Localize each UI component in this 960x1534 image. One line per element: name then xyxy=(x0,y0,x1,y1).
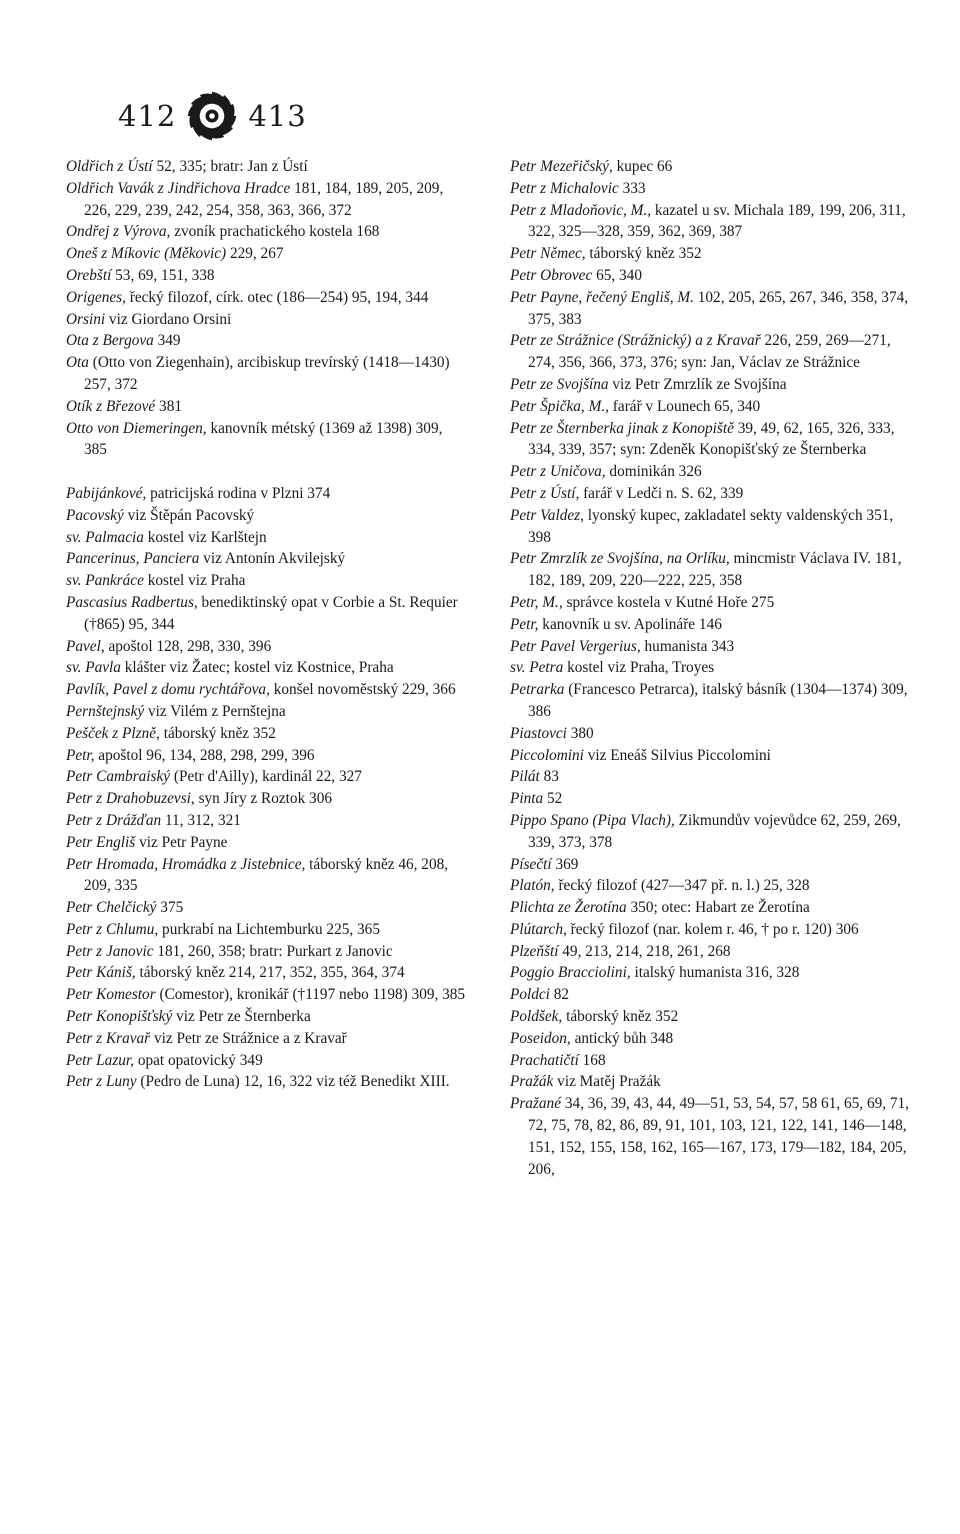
entry-name: Petr, xyxy=(510,615,539,633)
entry-name: Petr ze Šternberka jinak z Konopiště xyxy=(510,419,734,437)
index-entry xyxy=(66,418,466,462)
index-entry xyxy=(510,919,910,941)
entry-name: Petr z Mladoňovic, M., xyxy=(510,201,652,219)
index-entry xyxy=(66,592,466,636)
entry-name: Piccolomini xyxy=(510,746,584,764)
index-entry xyxy=(66,745,466,767)
entry-refs: kupec 66 xyxy=(612,158,673,175)
entry-name: Petr ze Strážnice (Strážnický) a z Kravař xyxy=(510,332,761,350)
index-entry xyxy=(66,287,466,309)
entry-name: Petr Komestor xyxy=(66,986,156,1004)
index-entry xyxy=(66,505,466,527)
entry-refs: (Otto von Ziegenhain), arcibiskup trevírský (1418—1430) 257, 372 xyxy=(84,354,450,393)
index-entry xyxy=(510,200,910,244)
index-entry xyxy=(66,723,466,745)
entry-name: Petr Mezeřičský, xyxy=(510,158,613,175)
entry-refs: kanovník métský (1369 až 1398) 309, 385 xyxy=(84,419,443,459)
index-entry xyxy=(66,1071,466,1093)
index-entry xyxy=(66,178,466,222)
index-entry xyxy=(66,854,466,898)
entry-name: Pancerinus, Panciera xyxy=(66,550,200,568)
entry-refs: 333 xyxy=(618,179,646,197)
entry-refs: táborský kněz 352 xyxy=(585,245,702,263)
index-entry xyxy=(510,330,910,374)
index-entry xyxy=(510,1093,910,1180)
entry-refs: 49, 213, 214, 218, 261, 268 xyxy=(558,942,731,960)
entry-refs: apoštol 128, 298, 330, 396 xyxy=(104,637,272,655)
entry-name: Poggio Bracciolini, xyxy=(510,964,631,982)
entry-refs: (Pedro de Luna) 12, 16, 322 viz též Benedikt XIII. xyxy=(136,1073,450,1091)
entry-refs: mincmistr Václava IV. 181, 182, 189, 209, 220—222, 225, 358 xyxy=(528,550,902,590)
entry-name: Petr Pavel Vergerius, xyxy=(510,637,641,655)
entry-name: Petr Konopišťský xyxy=(66,1008,173,1026)
index-entry xyxy=(66,788,466,810)
index-entry xyxy=(66,657,466,679)
entry-name: Prachatičtí xyxy=(510,1051,579,1069)
entry-name: Oneš z Míkovic (Měkovic) xyxy=(66,245,227,263)
entry-name: Poseidon, xyxy=(510,1029,571,1047)
entry-name: Pavlík, Pavel z domu rychtářova, xyxy=(66,681,270,699)
index-entry xyxy=(510,1028,910,1050)
entry-refs: (Francesco Petrarca), italský básník (1304—1374) 309, 386 xyxy=(528,681,908,720)
entry-name: Poldci xyxy=(510,986,550,1004)
index-entry xyxy=(510,897,910,919)
entry-name: sv. Petra xyxy=(510,659,564,677)
entry-refs: 226, 259, 269—271, 274, 356, 366, 373, 376; syn: Jan, Václav ze Strážnice xyxy=(528,332,891,372)
entry-name: Origenes, xyxy=(66,288,126,306)
entry-name: Petr z Janovic xyxy=(66,942,154,960)
entry-refs: 181, 184, 189, 205, 209, 226, 229, 239, 242, 254, 358, 363, 366, 372 xyxy=(84,179,444,219)
index-entry xyxy=(510,766,910,788)
index-entry xyxy=(66,941,466,963)
entry-name: sv. Pavla xyxy=(66,659,121,677)
index-entry xyxy=(510,548,910,592)
entry-refs: 52 xyxy=(543,790,563,808)
index-entry xyxy=(66,1028,466,1050)
entry-name: Pešček z Plzně, xyxy=(66,724,160,742)
entry-name: Petr Engliš xyxy=(66,833,136,851)
entry-name: Petr Hromada, Hromádka z Jistebnice, xyxy=(66,855,306,873)
page-number-right: 413 xyxy=(248,99,307,133)
index-entry xyxy=(66,897,466,919)
entry-name: Petr z Chlumu, xyxy=(66,920,159,938)
entry-name: Petr z Luny xyxy=(66,1073,137,1091)
entry-refs: konšel novoměstský 229, 366 xyxy=(269,681,456,699)
entry-refs: 82 xyxy=(549,986,570,1004)
entry-name: Pinta xyxy=(510,790,544,808)
index-entry xyxy=(510,1050,910,1072)
entry-refs: 83 xyxy=(539,768,559,786)
spiral-ornament-icon xyxy=(184,88,240,144)
entry-refs: benediktinský opat v Corbie a St. Requier (†865) 95, 344 xyxy=(84,593,458,633)
index-entry xyxy=(510,788,910,810)
entry-name: Orebští xyxy=(66,266,112,284)
entry-name: Petr Obrovec xyxy=(510,266,593,284)
index-entry xyxy=(510,287,910,331)
index-entry xyxy=(510,396,910,418)
index-entry xyxy=(66,919,466,941)
entry-name: Plichta ze Žerotína xyxy=(510,899,627,917)
index-entry xyxy=(66,483,466,505)
entry-name: Platón, xyxy=(510,877,555,895)
index-entry xyxy=(510,679,910,723)
entry-refs: 229, 267 xyxy=(226,245,284,263)
entry-refs: viz Vilém z Pernštejna xyxy=(144,702,286,720)
entry-refs: 349 xyxy=(153,332,181,350)
entry-name: Otík z Březové xyxy=(66,397,156,415)
index-entry xyxy=(510,483,910,505)
entry-name: Plzeňští xyxy=(510,942,559,960)
index-entry xyxy=(510,418,910,462)
index-entry xyxy=(510,854,910,876)
entry-name: Oldřich Vavák z Jindřichova Hradce xyxy=(66,179,291,197)
entry-refs: kazatel u sv. Michala 189, 199, 206, 311, 322, 325—328, 359, 362, 369, 387 xyxy=(528,201,906,241)
page-header xyxy=(118,86,307,146)
index-entry xyxy=(510,962,910,984)
entry-refs: táborský kněz 352 xyxy=(159,724,276,742)
entry-refs: 65, 340 xyxy=(592,266,642,284)
entry-refs: viz Štěpán Pacovský xyxy=(123,506,255,524)
entry-name: Pabijánkové, xyxy=(66,484,147,502)
entry-refs: 375 xyxy=(156,899,184,917)
section-gap xyxy=(66,461,466,483)
entry-name: Petr, xyxy=(66,746,95,764)
index-entry xyxy=(510,592,910,614)
index-entry xyxy=(66,1050,466,1072)
entry-refs: italský humanista 316, 328 xyxy=(630,964,800,982)
entry-refs: 168 xyxy=(578,1051,606,1069)
entry-refs: 52, 335; bratr: Jan z Ústí xyxy=(152,158,308,175)
index-entry xyxy=(66,527,466,549)
page-number-left: 412 xyxy=(118,99,177,133)
entry-refs: apoštol 96, 134, 288, 298, 299, 396 xyxy=(94,746,315,764)
entry-name: Petr z Michalovic xyxy=(510,179,619,197)
entry-refs: 53, 69, 151, 338 xyxy=(111,266,215,284)
entry-refs: 34, 36, 39, 43, 44, 49—51, 53, 54, 57, 58 61, 65, 69, 71, 72, 75, 78, 82, 86, 89, 91, 101, 103, 121, 122, 141, 146—148, 151, 152, 155, 158, 162, 165—167, 173, 179—182, 184, 205, 206, xyxy=(528,1095,910,1178)
entry-name: Piastovci xyxy=(510,724,567,742)
entry-refs: řecký filozof, círk. otec (186—254) 95, 194, 344 xyxy=(125,288,429,306)
entry-refs: 181, 260, 358; bratr: Purkart z Janovic xyxy=(153,942,393,960)
entry-refs: 380 xyxy=(566,724,594,742)
index-entry xyxy=(66,832,466,854)
index-entry xyxy=(66,265,466,287)
entry-name: Otto von Diemeringen, xyxy=(66,419,207,437)
index-entry xyxy=(66,1006,466,1028)
entry-name: Pavel, xyxy=(66,637,105,655)
entry-refs: 350; otec: Habart ze Žerotína xyxy=(626,899,810,917)
entry-name: Petr, M., xyxy=(510,593,563,611)
entry-name: Pilát xyxy=(510,768,540,786)
index-entry xyxy=(510,1071,910,1093)
index-entry xyxy=(66,330,466,352)
entry-name: Orsini xyxy=(66,310,106,328)
index-entry xyxy=(510,745,910,767)
index-entry xyxy=(510,265,910,287)
entry-refs: kostel viz Praha xyxy=(143,572,246,590)
entry-refs: viz Eneáš Silvius Piccolomini xyxy=(583,746,771,764)
entry-refs: dominikán 326 xyxy=(605,463,702,481)
index-entry xyxy=(510,614,910,636)
entry-refs: (Petr d'Ailly), kardinál 22, 327 xyxy=(170,768,362,786)
entry-refs: klášter viz Žatec; kostel viz Kostnice, Praha xyxy=(120,659,394,677)
index-entry xyxy=(510,984,910,1006)
entry-refs: purkrabí na Lichtemburku 225, 365 xyxy=(158,920,380,938)
index-entry xyxy=(510,875,910,897)
entry-refs: 102, 205, 265, 267, 346, 358, 374, 375, 383 xyxy=(528,288,909,328)
entry-name: Ota z Bergova xyxy=(66,332,154,350)
entry-name: Ota xyxy=(66,354,89,372)
entry-name: Pražák xyxy=(510,1073,554,1091)
entry-name: Pascasius Radbertus, xyxy=(66,593,198,611)
index-entry xyxy=(66,221,466,243)
entry-refs: viz Petr ze Šternberka xyxy=(172,1008,311,1026)
index-entry xyxy=(66,396,466,418)
index-entry xyxy=(510,810,910,854)
entry-name: Pippo Spano (Pipa Vlach), xyxy=(510,811,675,829)
entry-name: Petr z Kravař xyxy=(66,1029,151,1047)
entry-name: Petr z Ústí, xyxy=(510,484,580,502)
entry-name: Pražané xyxy=(510,1095,561,1113)
index-entry xyxy=(510,243,910,265)
entry-name: Petr Cambraiský xyxy=(66,768,171,786)
index-entry xyxy=(510,657,910,679)
entry-refs: řecký filozof (427—347 př. n. l.) 25, 328 xyxy=(554,877,810,895)
entry-refs: táborský kněz 46, 208, 209, 335 xyxy=(84,855,449,895)
index-entry xyxy=(66,570,466,592)
entry-refs: patricijská rodina v Plzni 374 xyxy=(146,484,331,502)
index-entry xyxy=(66,156,466,178)
entry-refs: viz Antonín Akvilejský xyxy=(199,550,346,568)
entry-refs: správce kostela v Kutné Hoře 275 xyxy=(562,593,775,611)
entry-refs: (Comestor), kronikář (†1197 nebo 1198) 309, 385 xyxy=(155,986,466,1004)
entry-name: Petr Zmrzlík ze Svojšína, na Orlíku, xyxy=(510,550,730,568)
entry-name: Petr Kániš, xyxy=(66,964,136,982)
entry-name: sv. Pankráce xyxy=(66,572,144,590)
index-entry xyxy=(510,178,910,200)
entry-refs: viz Petr Zmrzlík ze Svojšína xyxy=(608,375,787,393)
entry-refs: humanista 343 xyxy=(640,637,735,655)
index-entry xyxy=(510,156,910,178)
index-entry xyxy=(510,374,910,396)
entry-refs: syn Jíry z Roztok 306 xyxy=(194,790,332,808)
entry-refs: lyonský kupec, zakladatel sekty valdenských 351, 398 xyxy=(528,506,894,546)
entry-refs: kanovník u sv. Apolináře 146 xyxy=(538,615,722,633)
index-entry xyxy=(66,243,466,265)
index-entry xyxy=(66,810,466,832)
entry-name: Petr ze Svojšína xyxy=(510,375,609,393)
entry-name: Plútarch, xyxy=(510,920,567,938)
entry-refs: táborský kněz 214, 217, 352, 355, 364, 374 xyxy=(135,964,405,982)
entry-refs: táborský kněz 352 xyxy=(562,1008,679,1026)
entry-name: Poldšek, xyxy=(510,1008,563,1026)
index-column-left xyxy=(66,156,466,1093)
index-entry xyxy=(510,505,910,549)
index-entry xyxy=(510,1006,910,1028)
index-entry xyxy=(510,461,910,483)
entry-refs: viz Giordano Orsini xyxy=(105,310,232,328)
entry-refs: 381 xyxy=(155,397,182,415)
entry-name: Ondřej z Výrova, xyxy=(66,223,171,241)
entry-name: Písečtí xyxy=(510,855,552,873)
entry-name: Petr Lazur, xyxy=(66,1051,134,1069)
entry-refs: řecký filozof (nar. kolem r. 46, † po r. 120) 306 xyxy=(566,920,859,938)
entry-refs: farář v Lounech 65, 340 xyxy=(608,397,761,415)
index-entry xyxy=(66,352,466,396)
entry-name: Petr z Uničova, xyxy=(510,463,606,481)
entry-name: Petr z Drážďan xyxy=(66,811,162,829)
entry-name: sv. Palmacia xyxy=(66,528,144,546)
entry-name: Petrarka xyxy=(510,681,565,699)
entry-name: Petr Němec, xyxy=(510,245,586,263)
entry-refs: farář v Ledči n. S. 62, 339 xyxy=(579,484,744,502)
index-entry xyxy=(66,701,466,723)
entry-refs: kostel viz Karlštejn xyxy=(143,528,267,546)
entry-name: Petr z Drahobuzevsi, xyxy=(66,790,195,808)
index-entry xyxy=(66,984,466,1006)
index-column-right xyxy=(510,156,910,1180)
index-entry xyxy=(66,636,466,658)
index-entry xyxy=(510,941,910,963)
index-entry xyxy=(510,636,910,658)
entry-refs: viz Petr ze Strážnice a z Kravař xyxy=(150,1029,347,1047)
entry-refs: kostel viz Praha, Troyes xyxy=(563,659,715,677)
entry-refs: 39, 49, 62, 165, 326, 333, 334, 339, 357; syn: Zdeněk Konopišťský ze Šternberka xyxy=(528,419,895,459)
entry-refs: opat opatovický 349 xyxy=(134,1051,263,1069)
entry-name: Oldřich z Ústí xyxy=(66,158,153,175)
index-entry xyxy=(66,766,466,788)
entry-name: Pacovský xyxy=(66,506,124,524)
entry-refs: Zikmundův vojevůdce 62, 259, 269, 339, 373, 378 xyxy=(528,811,901,851)
entry-refs: viz Matěj Pražák xyxy=(553,1073,661,1091)
entry-name: Pernštejnský xyxy=(66,702,145,720)
entry-name: Petr Valdez, xyxy=(510,506,584,524)
entry-name: Petr Špička, M., xyxy=(510,397,609,415)
entry-refs: antický bůh 348 xyxy=(570,1029,674,1047)
index-entry xyxy=(66,679,466,701)
entry-refs: 369 xyxy=(551,855,579,873)
entry-name: Petr Payne, řečený Engliš, M. xyxy=(510,288,694,306)
index-entry xyxy=(510,723,910,745)
entry-refs: viz Petr Payne xyxy=(135,833,228,851)
entry-name: Petr Chelčický xyxy=(66,899,157,917)
entry-refs: 11, 312, 321 xyxy=(161,811,241,829)
index-entry xyxy=(66,309,466,331)
index-entry xyxy=(66,962,466,984)
index-entry xyxy=(66,548,466,570)
entry-refs: zvoník prachatického kostela 168 xyxy=(170,223,380,241)
